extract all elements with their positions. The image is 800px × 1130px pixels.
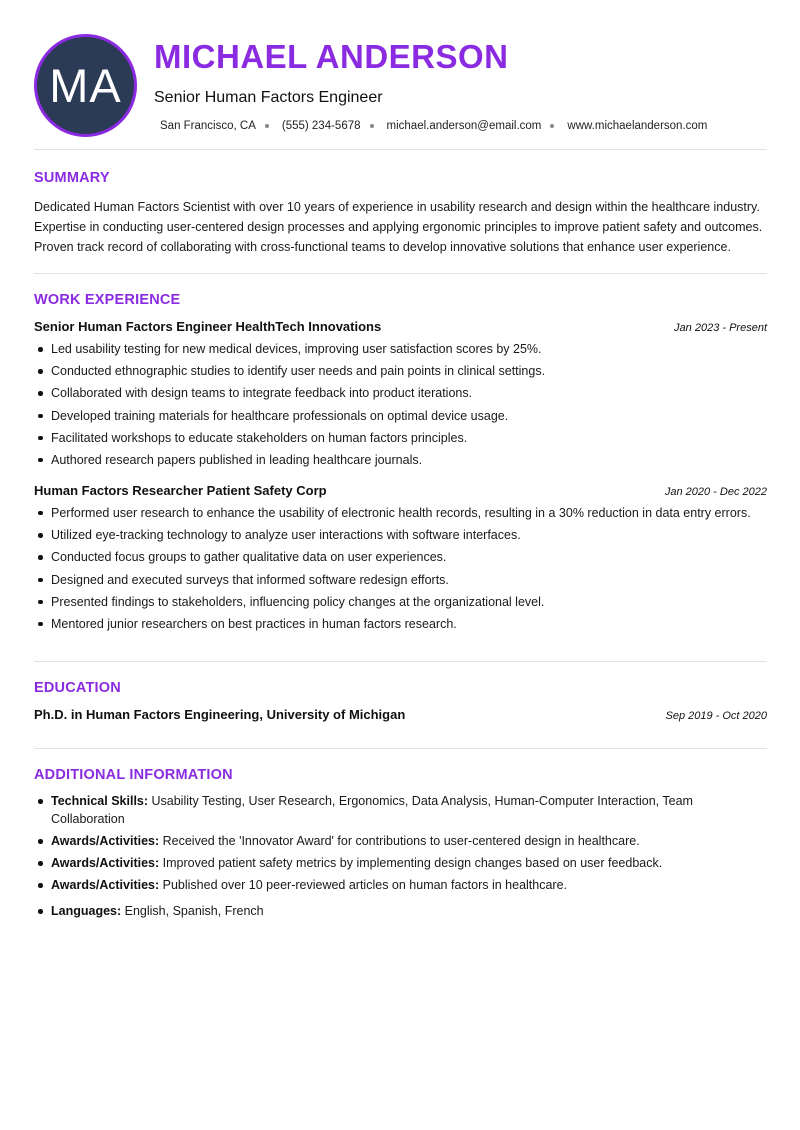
contact-website[interactable]: www.michaelanderson.com: [567, 120, 708, 132]
list-item: [34, 854, 767, 872]
additional-info-section: [34, 749, 767, 920]
summary-section: [34, 150, 767, 274]
list-item: Led usability testing for new medical devices, improving user satisfaction scores by 25%.: [34, 340, 767, 358]
list-item: Collaborated with design teams to integrate feedback into product iterations.: [34, 384, 767, 402]
item-label: Languages:: [51, 904, 122, 919]
list-item: [34, 902, 767, 920]
list-item: Presented findings to stakeholders, influencing policy changes at the organizational level.: [34, 593, 767, 611]
section-heading-additional: ADDITIONAL INFORMATION: [34, 767, 233, 784]
candidate-name: MICHAEL ANDERSON: [154, 38, 509, 75]
list-item: [34, 832, 767, 850]
item-label: Technical Skills:: [51, 794, 149, 809]
item-label: Awards/Activities:: [51, 834, 160, 849]
job-date: Jan 2020 - Dec 2022: [664, 485, 767, 498]
contact-bar: [160, 120, 707, 132]
education-date: Sep 2019 - Oct 2020: [665, 710, 767, 723]
item-text: Usability Testing, User Research, Ergonomics, Data Analysis, Human-Computer Interaction, Team Collaboration: [51, 794, 693, 827]
summary-text: Dedicated Human Factors Scientist with over 10 years of experience in usability research and design within the healthcare industry. Expertise in conducting user-centered design processes and applying ergonomic principles to improve patient safety and outcomes. Proven track record of collaborating with cross-functional teams to develop innovative solutions that enhance user experience.: [34, 200, 763, 254]
job-entry: [34, 483, 767, 633]
list-item: Mentored junior researchers on best practices in human factors research.: [34, 615, 767, 633]
contact-location: San Francisco, CA: [160, 120, 256, 132]
separator-dot: [265, 124, 269, 128]
job-bullets: [34, 504, 767, 633]
education-entry: [34, 707, 767, 722]
resume-header: [34, 0, 767, 150]
list-item: Authored research papers published in leading healthcare journals.: [34, 451, 767, 469]
candidate-title: Senior Human Factors Engineer: [154, 89, 383, 106]
item-text: Improved patient safety metrics by implementing design changes based on user feedback.: [159, 856, 663, 871]
list-item: Utilized eye-tracking technology to analyze user interactions with software interfaces.: [34, 526, 767, 544]
section-heading-work: WORK EXPERIENCE: [34, 292, 181, 308]
item-text: Published over 10 peer-reviewed articles on human factors in healthcare.: [159, 878, 568, 893]
work-experience-section: [34, 274, 767, 662]
job-header: [34, 483, 767, 498]
list-item: Performed user research to enhance the usability of electronic health records, resulting in a 30% reduction in data entry errors.: [34, 504, 767, 522]
contact-email[interactable]: michael.anderson@email.com: [386, 120, 542, 132]
additional-info-list: [34, 792, 767, 920]
list-item: Facilitated workshops to educate stakeholders on human factors principles.: [34, 429, 767, 447]
job-header: [34, 319, 767, 334]
job-entry: [34, 319, 767, 469]
separator-dot: [370, 124, 374, 128]
job-bullets: [34, 340, 767, 469]
separator-dot: [550, 124, 554, 128]
list-item: Designed and executed surveys that informed software redesign efforts.: [34, 571, 767, 589]
contact-phone: (555) 234-5678: [281, 120, 361, 132]
item-text: Received the 'Innovator Award' for contributions to user-centered design in healthcare.: [159, 834, 640, 849]
list-item: [34, 792, 767, 828]
item-label: Awards/Activities:: [51, 878, 160, 893]
list-item: Developed training materials for healthcare professionals on optimal device usage.: [34, 407, 767, 425]
list-item: Conducted ethnographic studies to identify user needs and pain points in clinical settings.: [34, 362, 767, 380]
item-label: Awards/Activities:: [51, 856, 160, 871]
list-item: [34, 876, 767, 894]
job-role: Senior Human Factors Engineer HealthTech Innovations: [34, 319, 382, 334]
list-item: Conducted focus groups to gather qualitative data on user experiences.: [34, 548, 767, 566]
job-date: Jan 2023 - Present: [674, 322, 767, 334]
section-heading-summary: SUMMARY: [34, 170, 110, 186]
education-degree: Ph.D. in Human Factors Engineering, University of Michigan: [34, 707, 406, 723]
education-section: [34, 662, 767, 749]
avatar: [34, 34, 137, 137]
section-heading-education: EDUCATION: [34, 680, 121, 697]
job-role: Human Factors Researcher Patient Safety Corp: [34, 482, 327, 498]
avatar-initials: MA: [49, 59, 122, 112]
item-text: English, Spanish, French: [121, 904, 264, 919]
